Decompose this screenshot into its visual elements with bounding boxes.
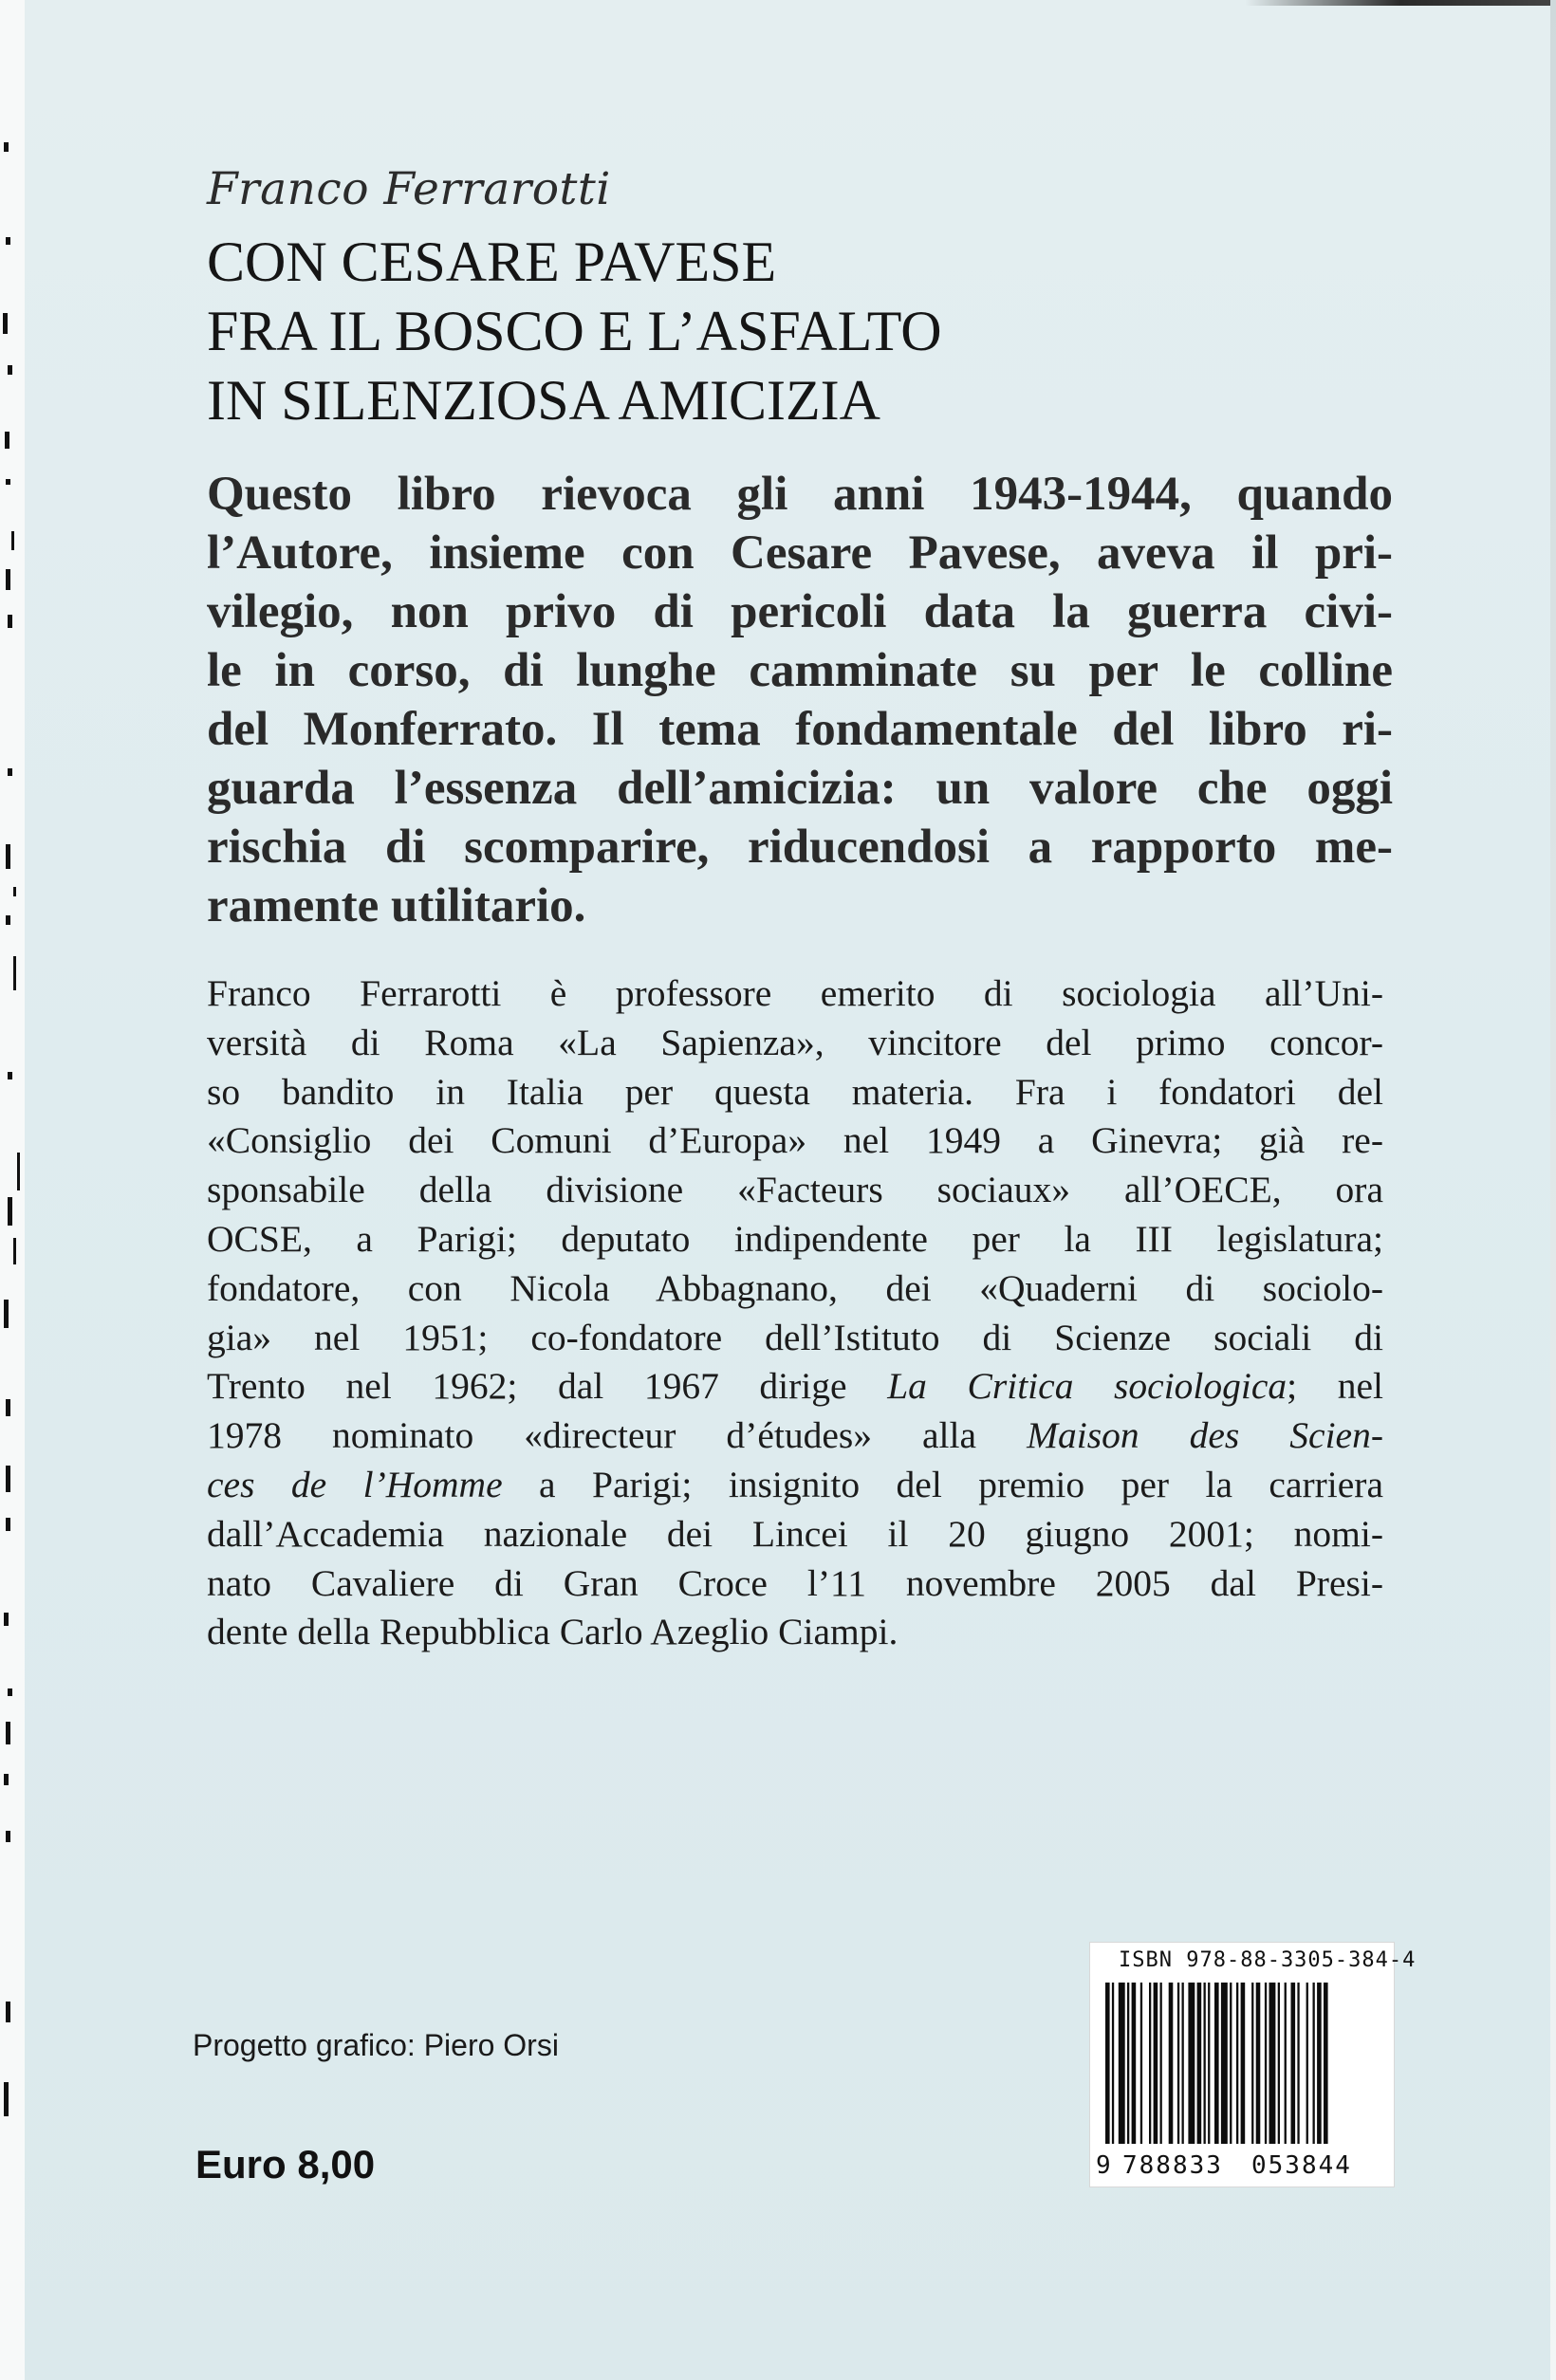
bio-line: fondatore, con Nicola Abbagnano, dei «Quaderni di sociolo- [207,1266,1383,1309]
edge-speck [6,1399,10,1416]
isbn-barcode [1089,1942,1417,2187]
barcode-bar [1105,1983,1110,2144]
blurb-line: vilegio, non privo di pericoli data la guerra civi- [207,585,1393,638]
barcode-left-digits: 788833 [1122,2151,1223,2180]
barcode-bar [1188,1983,1195,2144]
edge-speck [8,615,12,628]
price-label: Euro 8,00 [195,2142,376,2186]
edge-speck [13,1238,16,1264]
edge-speck [8,1197,12,1226]
barcode-bar [1127,1983,1129,2144]
barcode-bar [1208,1983,1210,2144]
bio-text: ; nel [1287,1365,1383,1408]
bio-line: nato Cavaliere di Gran Croce l’11 novembre 2005 dal Presi- [207,1561,1383,1604]
cover-top-edge [0,0,1556,6]
barcode-bar [1112,1983,1114,2144]
barcode-bar [1297,1983,1299,2144]
edge-speck [6,844,10,869]
edge-speck [8,1688,12,1696]
barcode-bar [1306,1983,1308,2144]
blurb-line: Questo libro rievoca gli anni 1943-1944, quando [207,468,1393,521]
bio-line [207,1362,1383,1411]
edge-speck [6,1518,10,1531]
book-blurb [207,465,1393,935]
edge-speck [4,2082,9,2116]
barcode-bar [1221,1983,1228,2144]
bio-line: versità di Roma «La Sapienza», vincitore del primo concor- [207,1021,1383,1063]
blurb-line: l’Autore, insieme con Cesare Pavese, aveva il pri- [207,526,1393,580]
edge-speck [6,2002,10,2022]
edge-speck [13,956,16,990]
author-name: Franco Ferrarotti [207,163,611,215]
bio-line: dente della Repubblica Carlo Azeglio Ciampi. [207,1611,898,1653]
barcode-bar [1160,1983,1162,2144]
barcode-bar [1119,1983,1125,2144]
blurb-line: le in corso, di lunghe camminate su per le colline [207,644,1393,697]
barcode-bar [1204,1983,1206,2144]
edge-speck [8,365,12,375]
blurb-line: del Monferrato. Il tema fondamentale del libro ri- [207,703,1393,756]
blurb-line: ramente utilitario. [207,879,586,932]
barcode-bar [1256,1983,1261,2144]
barcode-bar [1317,1983,1322,2144]
edge-speck [6,1466,10,1492]
bio-line: sponsabile della divisione «Facteurs sociaux» all’OECE, ora [207,1169,1383,1211]
edge-speck [4,142,9,152]
barcode-bar [1324,1983,1328,2144]
edge-speck [8,1072,12,1079]
isbn-label: ISBN 978-88-3305-384-4 [1119,1948,1417,1972]
blurb-line: guarda l’essenza dell’amicizia: un valore che oggi [207,762,1393,815]
edge-speck [6,569,10,590]
barcode-bar [1182,1983,1184,2144]
barcode-bar [1154,1983,1158,2144]
book-title [207,228,942,435]
barcode-bar [1269,1983,1276,2144]
barcode-bar [1177,1983,1179,2144]
bio-line: OCSE, a Parigi; deputato indipendente per la III legislatura; [207,1217,1383,1260]
title-line: IN SILENZIOSA AMICIZIA [207,369,880,432]
edge-speck [6,479,10,485]
edge-speck [11,531,14,550]
cover-right-edge [1550,0,1556,2380]
barcode-bar [1291,1983,1296,2144]
barcode-bar [1230,1983,1232,2144]
edge-speck [6,237,10,245]
bio-line [207,1411,1383,1461]
bio-line [207,1461,1383,1510]
barcode-bar [1132,1983,1137,2144]
author-biography [207,969,1383,1657]
barcode-bars [1090,1983,1394,2153]
title-line: FRA IL BOSCO E L’ASFALTO [207,300,942,362]
barcode-first-digit: 9 [1096,2151,1111,2180]
edge-speck [6,915,10,925]
edge-speck [6,1831,10,1842]
barcode-bar [1285,1983,1287,2144]
bio-text: 1978 nominato «directeur d’études» alla [207,1414,1028,1457]
title-line: CON CESARE PAVESE [207,231,777,293]
design-credit: Progetto grafico: Piero Orsi [193,2028,559,2062]
edge-speck [3,313,8,334]
barcode-bar [1313,1983,1315,2144]
cover-left-edge [0,0,25,2380]
institution-name: ces de l’Homme [207,1463,503,1505]
bio-line: gia» nel 1951; co-fondatore dell’Istituto di Scienze sociali di [207,1316,1383,1358]
edge-speck [6,1722,10,1744]
barcode-bar [1236,1983,1238,2144]
bio-text: Trento nel 1962; dal 1967 dirige [207,1365,888,1408]
barcode-bar [1149,1983,1151,2144]
edge-speck [8,768,12,776]
bio-line: Franco Ferrarotti è professore emerito di sociologia all’Uni- [207,972,1383,1014]
bio-line: «Consiglio dei Comuni d’Europa» nel 1949 a Ginevra; già re- [207,1119,1383,1162]
barcode-bar [1265,1983,1267,2144]
barcode-bar [1251,1983,1253,2144]
barcode-bar [1140,1983,1142,2144]
edge-speck [5,432,9,449]
edge-speck [13,887,16,896]
edge-speck [4,1300,9,1328]
barcode-bar [1214,1983,1219,2144]
barcode-bar [1197,1983,1202,2144]
barcode-right-digits: 053844 [1251,2151,1352,2180]
bio-line: so bandito in Italia per questa materia. Fra i fondatori del [207,1070,1383,1113]
blurb-line: rischia di scomparire, riducendosi a rapporto me- [207,821,1393,874]
barcode-bar [1241,1983,1246,2144]
bio-line: dall’Accademia nazionale dei Lincei il 20 giugno 2001; nomi- [207,1512,1383,1555]
edge-speck [17,1153,20,1190]
edge-speck [4,1774,9,1785]
journal-title: La Critica sociologica [887,1365,1287,1408]
institution-name: Maison des Scien- [1027,1414,1383,1457]
bio-text: a Parigi; insignito del premio per la carriera [502,1463,1383,1505]
edge-speck [4,1613,9,1626]
barcode-bar [1169,1983,1174,2144]
barcode-bar [1278,1983,1280,2144]
